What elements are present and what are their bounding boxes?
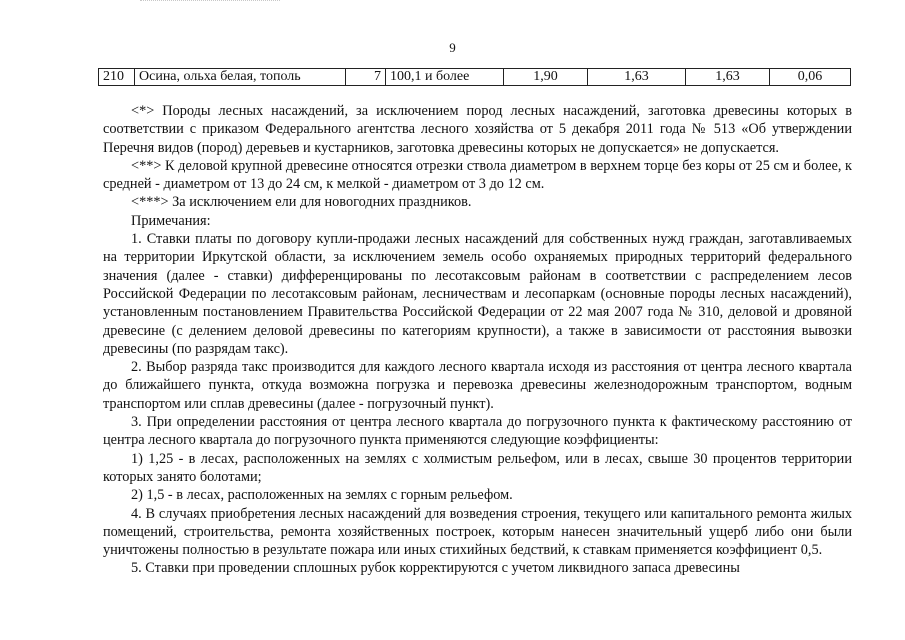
note-3-item-2: 2) 1,5 - в лесах, расположенных на землях с горным рельефом. — [131, 487, 513, 504]
scan-artifact — [140, 0, 280, 5]
rate-table — [98, 68, 851, 86]
note-3: 3. При определении расстояния от центра лесного квартала до погрузочного пункта к фактическому расстоянию от центра лесного квартала до погрузочного пункта применяются следующие коэффициенты: — [103, 414, 852, 449]
footnote-1: <*> Породы лесных насаждений, за исключением пород лесных насаждений, заготовка древесины которых в соответствии с приказом Федерального агентства лесного хозяйства от 5 декабря 2011 года № 513 «Об утверждении Перечня видов (пород) деревьев и кустарников, заготовка древесины которых не допускается» не допускается. — [103, 103, 852, 156]
footnote-3: <***> За исключением ели для новогодних праздников. — [131, 194, 472, 211]
table-row — [99, 69, 851, 86]
cell-rate-firewood: 0,06 — [770, 69, 851, 86]
footnote-2: <**> К деловой крупной древесине относятся отрезки ствола диаметром в верхнем торце без коры от 25 см и более, к средней - диаметром от 13 до 24 см, к мелкой - диаметром от 3 до 12 см. — [103, 157, 852, 193]
document-body — [103, 102, 852, 578]
note-2: 2. Выбор разряда такс производится для каждого лесного квартала исходя из расстояния от центра лесного квартала до ближайшего пункта, откуда возможна погрузка и перевозка древесины железнодорожным транспортом, водным транспортом или сплав древесины (далее - погрузочный пункт). — [103, 359, 852, 412]
cell-species: Осина, ольха белая, тополь — [135, 69, 346, 86]
note-1: 1. Ставки платы по договору купли-продажи лесных насаждений для собственных нужд граждан, заготавливаемых на территории Иркутской области, за исключением земель особо охраняемых природных территорий федерального значения (далее - ставки) дифференцированы по лесотаксовым районам в соответствии с распределением лесов Российской Федерации по лесотаксовым районам, лесничествам и лесопаркам (основные породы лесных насаждений), установленным постановлением Правительства Российской Федерации от 22 мая 2007 года № 310, деловой и дровяной древесине (с делением деловой древесины по категориям крупности), а также в зависимости от расстояния вывозки древесины (по разрядам такс). — [103, 231, 852, 357]
cell-distance-class: 7 — [346, 69, 386, 86]
note-5: 5. Ставки при проведении сплошных рубок корректируются с учетом ликвидного запаса древесины — [131, 560, 740, 577]
page-number: 9 — [449, 40, 456, 55]
note-4: 4. В случаях приобретения лесных насаждений для возведения строения, текущего или капитального ремонта жилых помещений, строительства, ремонта хозяйственных построек, которым нанесен значительный ущерб либо они были уничтожены полностью в результате пожара или иных стихийных бедствий, к ставкам применяется коэффициент 0,5. — [103, 505, 852, 559]
cell-rate-large: 1,90 — [504, 69, 588, 86]
cell-code: 210 — [99, 69, 135, 86]
cell-rate-medium: 1,63 — [588, 69, 686, 86]
notes-heading: Примечания: — [131, 212, 211, 229]
cell-distance: 100,1 и более — [386, 69, 504, 86]
cell-rate-small: 1,63 — [686, 69, 770, 86]
note-3-item-1: 1) 1,25 - в лесах, расположенных на землях с холмистым рельефом, или в лесах, свыше 30 процентов территории которых занято болотами; — [103, 450, 852, 485]
